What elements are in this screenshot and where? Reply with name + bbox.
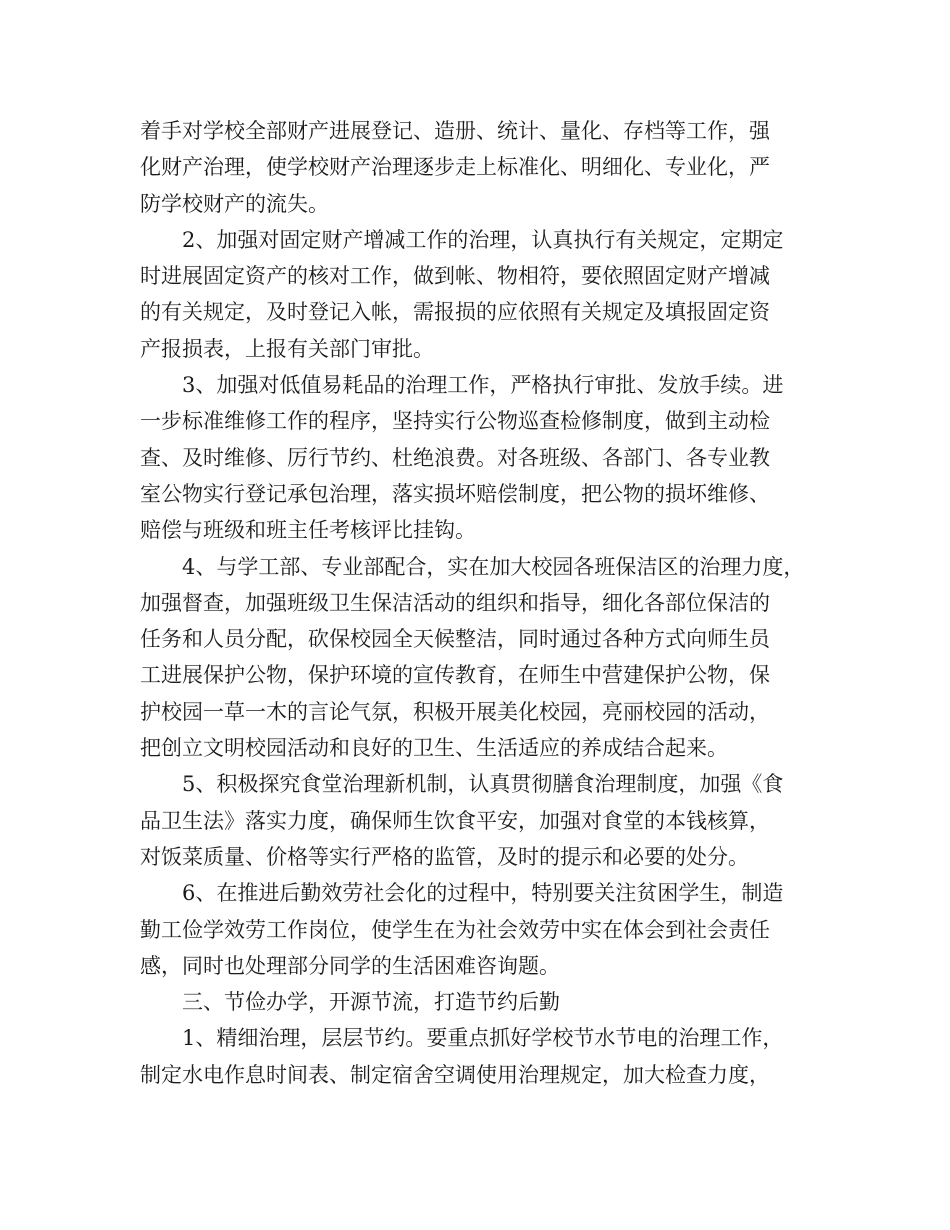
paragraph xyxy=(140,766,825,875)
paragraph xyxy=(140,984,825,1020)
text-line: 感，同时也处理部分同学的生活困难咨询题。 xyxy=(140,953,560,978)
paragraph xyxy=(140,1020,825,1093)
text-line: 三、节俭办学，开源节流，打造节约后勤 xyxy=(182,990,560,1015)
text-line: 着手对学校全部财产进展登记、造册、统计、量化、存档等工作，强 xyxy=(140,119,770,143)
document-body xyxy=(140,113,825,1093)
text-line: 5、积极探究食堂治理新机制，认真贯彻膳食治理制度，加强《食 xyxy=(182,772,784,797)
text-line: 一步标准维修工作的程序，坚持实行公物巡查检修制度，做到主动检 xyxy=(140,409,770,434)
text-line: 赔偿与班级和班主任考核评比挂钩。 xyxy=(140,518,476,543)
text-line: 勤工俭学效劳工作岗位，使学生在为社会效劳中实在体会到社会责任 xyxy=(140,917,770,942)
text-line: 把创立文明校园活动和良好的卫生、生活适应的养成结合起来。 xyxy=(140,736,728,761)
text-line: 的有关规定，及时登记入帐，需报损的应依照有关规定及填报固定资 xyxy=(140,300,770,325)
text-line: 2、加强对固定财产增减工作的治理，认真执行有关规定，定期定 xyxy=(182,227,784,252)
text-line: 化财产治理，使学校财产治理逐步走上标准化、明细化、专业化，严 xyxy=(140,155,770,180)
text-line: 4、与学工部、专业部配合，实在加大校园各班保洁区的治理力度， xyxy=(182,554,805,579)
paragraph xyxy=(140,222,825,367)
text-line: 查、及时维修、厉行节约、杜绝浪费。对各班级、各部门、各专业教 xyxy=(140,445,770,470)
text-line: 防学校财产的流失。 xyxy=(140,191,329,216)
text-line: 对饭菜质量、价格等实行严格的监管，及时的提示和必要的处分。 xyxy=(140,844,749,869)
text-line: 时进展固定资产的核对工作，做到帐、物相符，要依照固定财产增减 xyxy=(140,264,770,289)
text-line: 产报损表，上报有关部门审批。 xyxy=(140,336,434,361)
text-line: 室公物实行登记承包治理，落实损坏赔偿制度，把公物的损坏维修、 xyxy=(140,481,770,506)
paragraph xyxy=(140,367,825,548)
paragraph xyxy=(140,549,825,767)
text-line: 1、精细治理，层层节约。要重点抓好学校节水节电的治理工作， xyxy=(182,1026,784,1051)
text-line: 加强督查，加强班级卫生保洁活动的组织和指导，细化各部位保洁的 xyxy=(140,590,770,615)
paragraph xyxy=(140,875,825,984)
paragraph xyxy=(140,113,825,222)
text-line: 任务和人员分配，砍保校园全天候整洁，同时通过各种方式向师生员 xyxy=(140,627,770,652)
text-line: 品卫生法》落实力度，确保师生饮食平安，加强对食堂的本钱核算， xyxy=(140,808,770,833)
text-line: 工进展保护公物，保护环境的宣传教育，在师生中营建保护公物，保 xyxy=(140,663,770,688)
text-line: 护校园一草一木的言论气氛，积极开展美化校园，亮丽校园的活动， xyxy=(140,699,770,724)
text-line: 6、在推进后勤效劳社会化的过程中，特别要关注贫困学生，制造 xyxy=(182,881,784,906)
text-line: 3、加强对低值易耗品的治理工作，严格执行审批、发放手续。进 xyxy=(182,373,784,398)
text-line: 制定水电作息时间表、制定宿舍空调使用治理规定，加大检查力度， xyxy=(140,1062,770,1087)
